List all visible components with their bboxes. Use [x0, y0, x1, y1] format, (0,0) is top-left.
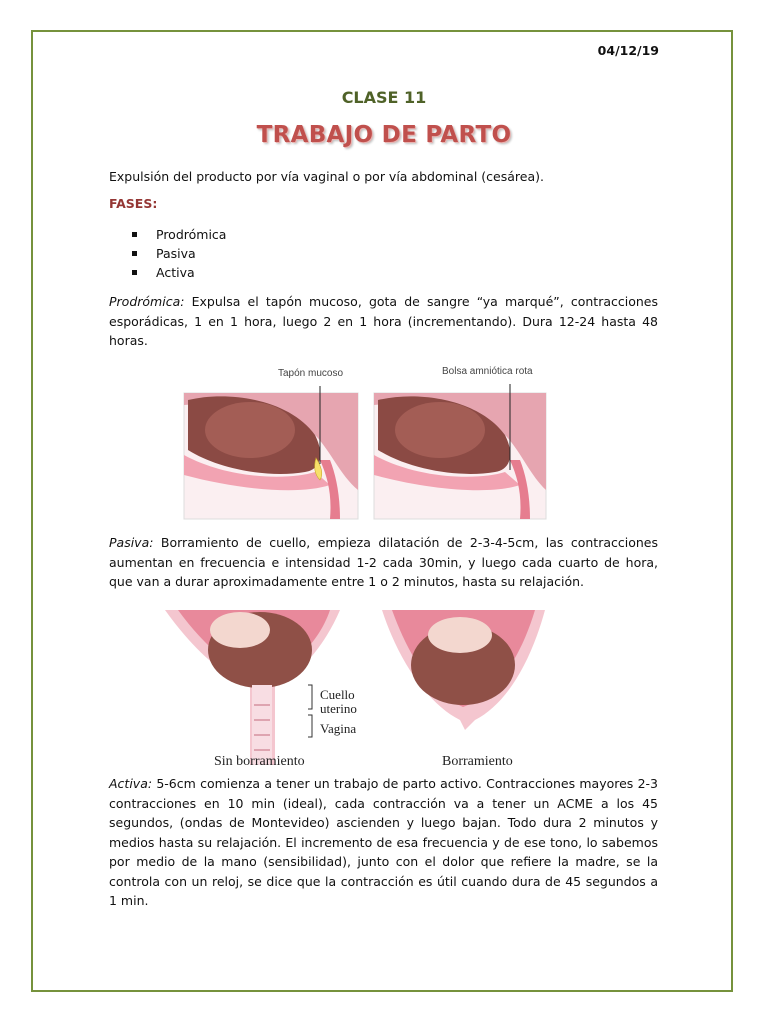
phases-list [132, 225, 226, 282]
pasiva-term: Pasiva: [109, 535, 154, 550]
cervix-mucus-plug-figure [180, 360, 560, 522]
list-item: Pasiva [132, 244, 226, 263]
activa-text: 5-6cm comienza a tener un trabajo de parto activo. Contracciones mayores 2-3 contracciones en 10 min (ideal), cada contracción va a tener un ACME a los 45 segundos, (ondas de Montevideo) ascienden y luego bajan. Todo dura 2 minutos y medios hasta su relajación. El incremento de esa frecuencia y de ese tono, lo sabemos por medio de la mano (sensibilidad), junto con el dolor que refiere la madre, se la controla con un reloj, se dice que la contracción es útil cuando dura de 45 segundos a 1 min. [109, 776, 658, 908]
caption-borramiento: Borramiento [442, 754, 513, 769]
prodromica-paragraph [109, 292, 658, 351]
label-vagina: Vagina [320, 721, 357, 736]
caption-sin-borramiento: Sin borramiento [214, 754, 305, 769]
illustration-sin-borramiento [165, 610, 340, 765]
label-uterino: uterino [320, 701, 357, 716]
list-item: Activa [132, 263, 226, 282]
fases-heading: FASES: [109, 196, 158, 211]
label-tapon-mucoso: Tapón mucoso [278, 368, 344, 379]
pasiva-paragraph [109, 533, 658, 592]
pasiva-text: Borramiento de cuello, empieza dilatación de 2-3-4-5cm, las contracciones aumentan en frecuencia e intensidad 1-2 cada 30min, y luego cada cuarto de hora, que van a durar aproximadamente entre 1 o 2 minutos, hasta su relajación. [109, 535, 658, 589]
date: 04/12/19 [597, 43, 659, 58]
activa-term: Activa: [109, 776, 153, 791]
prodromica-text: Expulsa el tapón mucoso, gota de sangre “ya marqué”, contracciones esporádicas, 1 en 1 hora, luego 2 en 1 hora (incrementando). Dura 12-24 hasta 48 horas. [109, 294, 658, 348]
label-cuello: Cuello [320, 687, 355, 702]
page-title: TRABAJO DE PARTO [256, 122, 512, 148]
illustration-borramiento [382, 610, 545, 730]
prodromica-term: Prodrómica: [109, 294, 185, 309]
activa-paragraph [109, 774, 658, 911]
illustration-right [374, 384, 546, 519]
class-heading: CLASE 11 [341, 88, 427, 107]
label-bolsa-amniotica: Bolsa amniótica rota [442, 366, 533, 377]
list-item: Prodrómica [132, 225, 226, 244]
illustration-left [184, 386, 358, 519]
cervical-effacement-figure [160, 605, 560, 771]
intro-paragraph: Expulsión del producto por vía vaginal o por vía abdominal (cesárea). [109, 169, 544, 184]
